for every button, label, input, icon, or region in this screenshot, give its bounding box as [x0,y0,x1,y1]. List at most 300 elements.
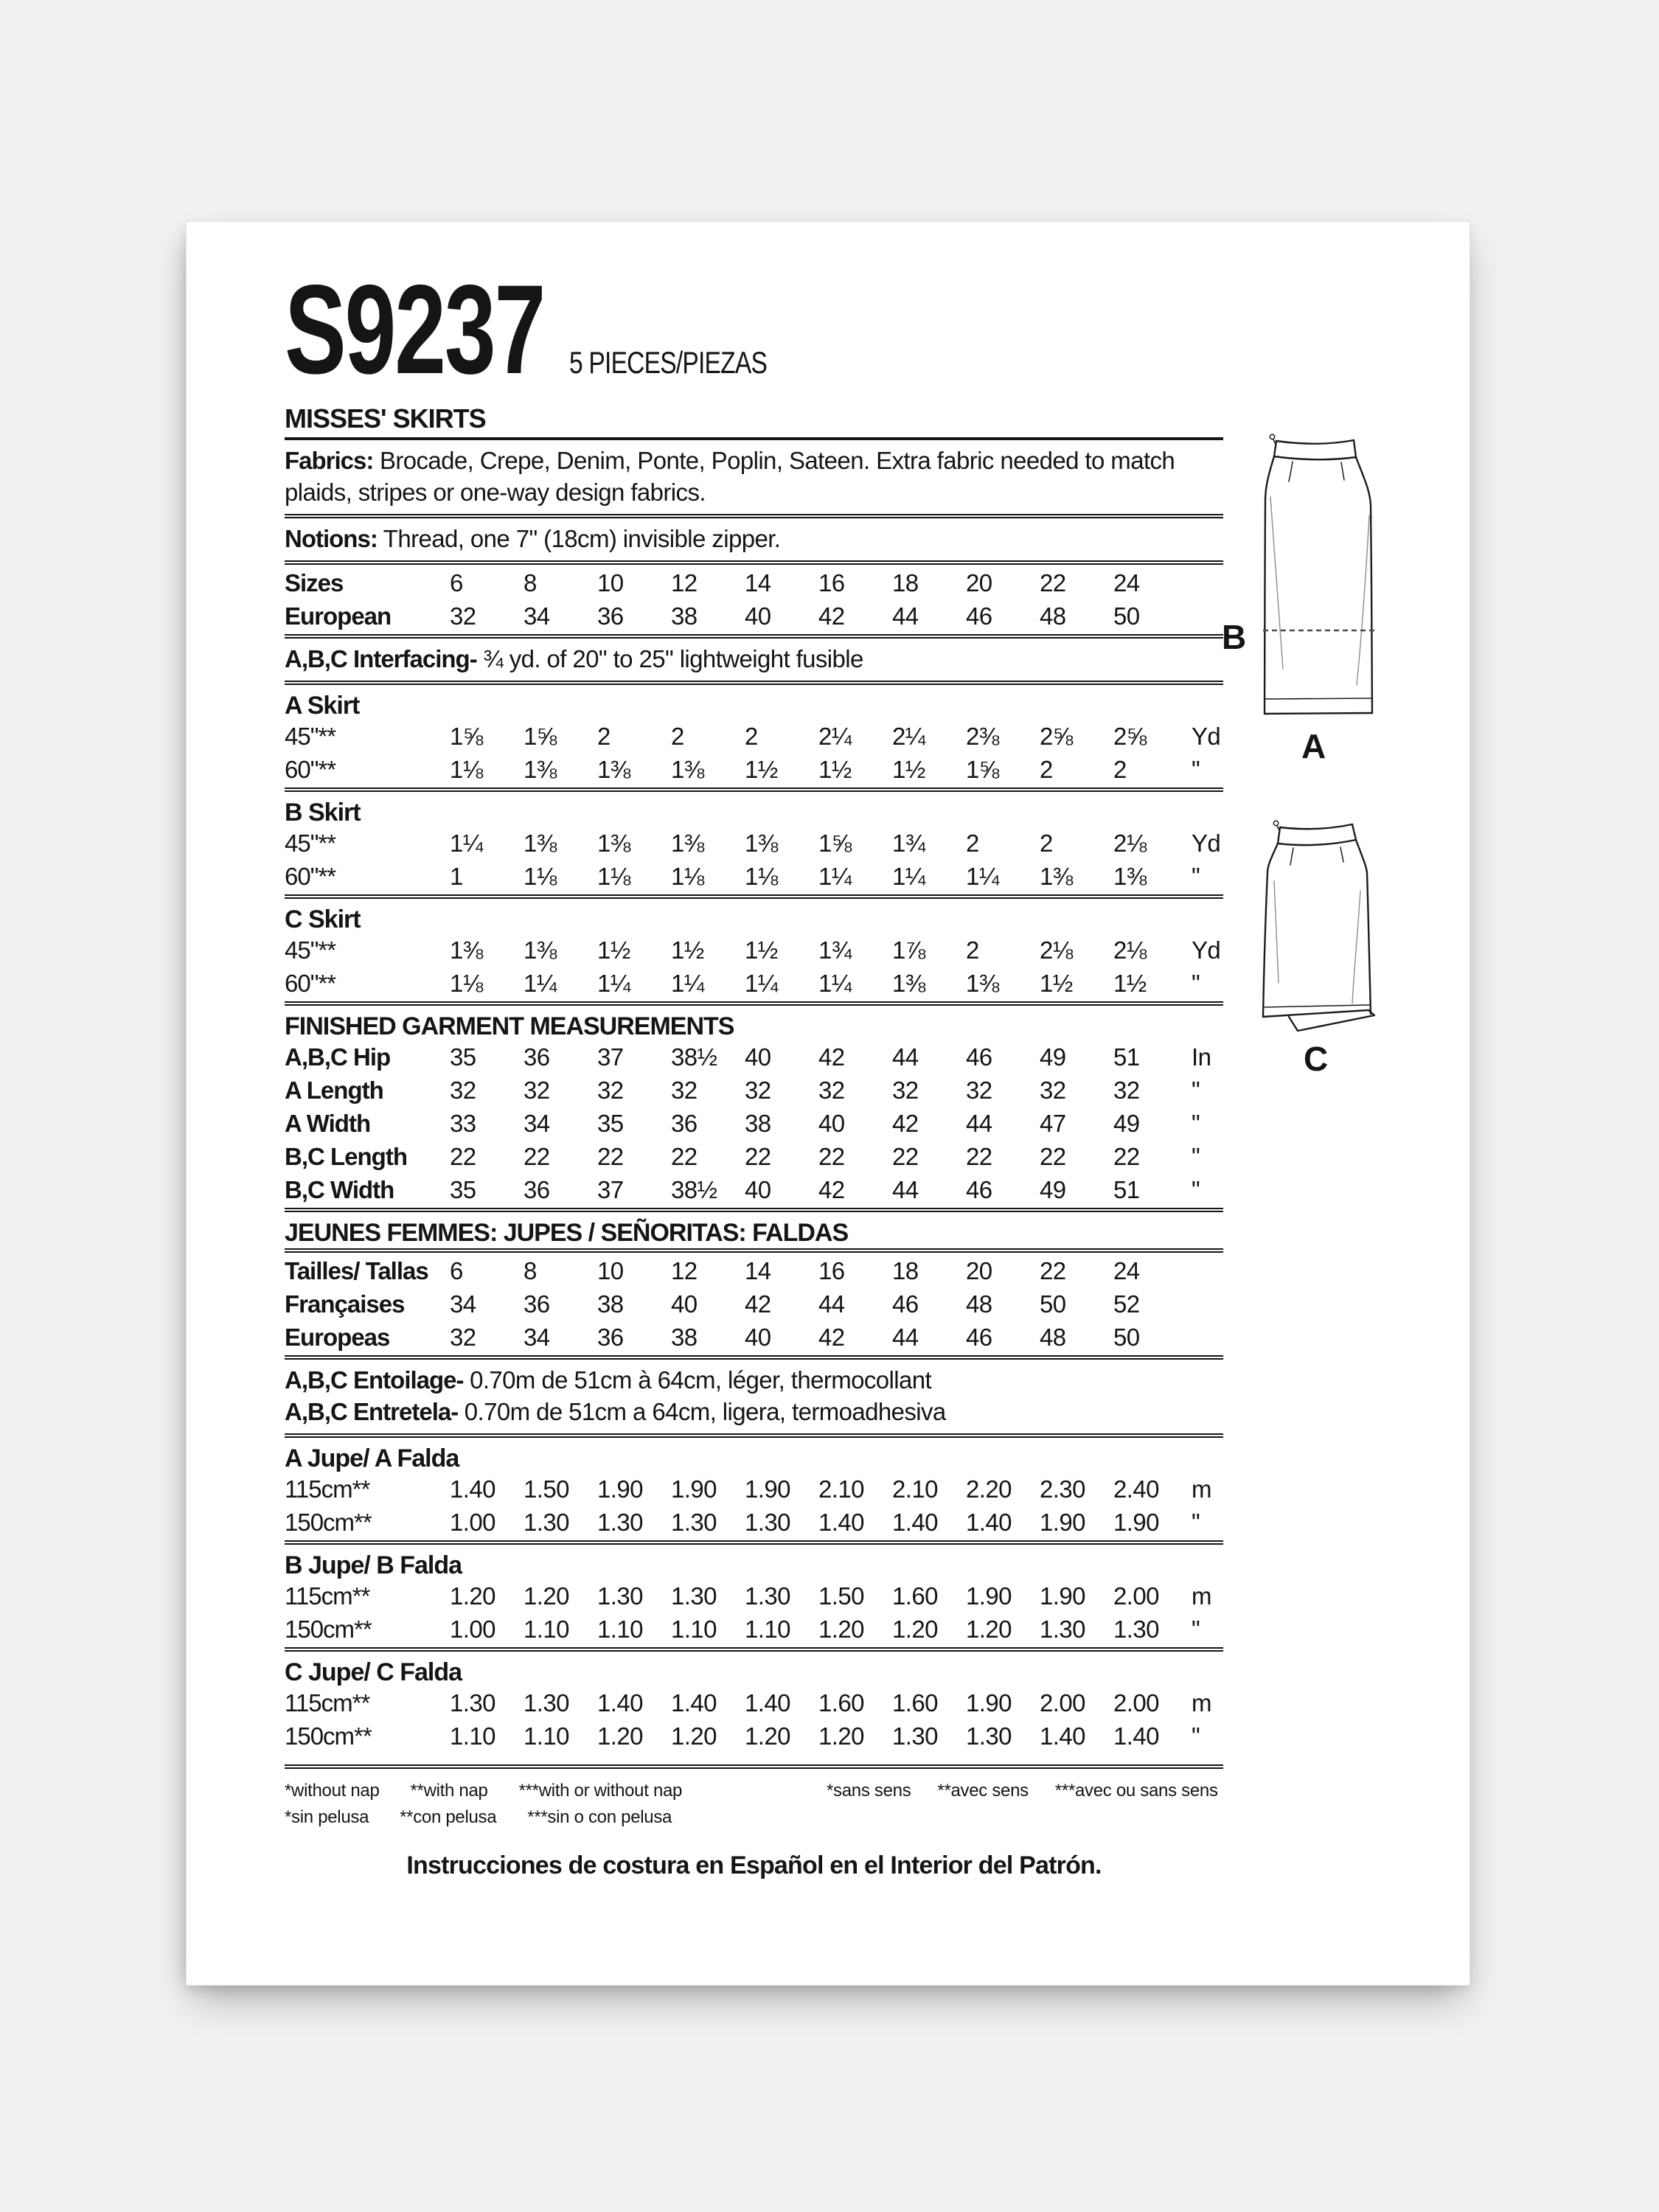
value-cell: 1⅜ [671,755,704,783]
section-heading: FINISHED GARMENT MEASUREMENTS [285,1012,734,1040]
value-cell: 2⅜ [966,722,999,750]
value-cell: 50 [1113,1323,1140,1351]
divider [285,437,1223,440]
value-cell: 36 [671,1109,698,1137]
table-row [285,566,1223,599]
value-cell: 34 [524,1109,550,1137]
value-cell: 32 [892,1076,919,1104]
unit-cell: " [1192,1076,1200,1104]
value-cell: 1.10 [524,1722,569,1750]
value-cell: 2 [1040,829,1053,857]
value-cell: 1⅛ [450,755,483,783]
sizes-table [285,566,1223,633]
row-label: 115cm** [285,1582,370,1610]
footnotes [285,1778,1223,1831]
value-cell: 32 [450,1076,476,1104]
value-cell: 42 [818,1175,845,1203]
value-cell: 1⅜ [892,969,925,997]
value-cell: 1⅜ [966,969,999,997]
unit-cell: Yd [1192,722,1221,750]
value-cell: 32 [966,1076,992,1104]
value-cell: 1.90 [1040,1508,1085,1536]
row-label: European [285,602,392,630]
row-label: A Length [285,1076,383,1104]
divider [285,1208,1223,1212]
dart-line [1341,462,1344,480]
skirt-a-drawing [1263,434,1375,716]
yardage-table-b [285,827,1223,893]
row-label: 150cm** [285,1508,372,1536]
value-cell: 1.20 [818,1722,864,1750]
value-cell: 1.40 [966,1508,1012,1536]
value-cell: 46 [966,1323,992,1351]
pieces-count: 5 PIECES/PIEZAS [569,345,768,380]
value-cell: 22 [1040,1142,1066,1170]
value-cell: 50 [1113,602,1140,630]
view-a-label: A [1301,727,1326,765]
value-cell: 1⅜ [597,829,630,857]
row-label: A,B,C Hip [285,1043,391,1071]
footnote-row-2 [285,1804,1223,1831]
value-cell: 2.20 [966,1475,1012,1503]
value-cell: 1.20 [818,1615,864,1643]
value-cell: 1⅜ [1113,862,1147,890]
fabrics-label: Fabrics: [285,447,374,474]
value-cell: 10 [597,1256,624,1284]
value-cell: 1½ [671,936,704,964]
value-cell: 32 [524,1076,550,1104]
value-cell: 1.30 [524,1508,569,1536]
value-cell: 2.40 [1113,1475,1159,1503]
value-cell: 1.30 [597,1582,643,1610]
entretela-label: A,B,C Entretela- [285,1398,459,1425]
value-cell: 1⅛ [450,969,483,997]
divider [285,560,1223,565]
hem-line [1265,1005,1369,1007]
value-cell: 1.30 [966,1722,1012,1750]
main-content [285,222,1223,1880]
value-cell: 20 [966,568,992,597]
value-cell: 1¾ [892,829,925,857]
value-cell: 1¼ [450,829,483,857]
value-cell: 12 [671,1256,698,1284]
value-cell: 1.50 [524,1475,569,1503]
footnote: **con pelusa [400,1807,497,1827]
value-cell: 33 [450,1109,476,1137]
value-cell: 42 [892,1109,919,1137]
value-cell: 1.20 [892,1615,938,1643]
notions-paragraph [285,520,1223,559]
skirt-c-illustration [1259,819,1376,1034]
value-cell: 1 [450,862,463,890]
seam-line [1357,515,1369,685]
row-label: Europeas [285,1323,390,1351]
row-label: 115cm** [285,1688,370,1717]
pattern-card [186,221,1470,1986]
divider [285,1001,1223,1006]
dart-line [1290,848,1293,865]
value-cell: 8 [524,1256,537,1284]
value-cell: 2 [671,722,684,750]
value-cell: 1.30 [671,1508,717,1536]
value-cell: 1.10 [524,1615,569,1643]
unit-cell: In [1192,1043,1211,1071]
row-label: Sizes [285,568,344,597]
footnote: ***with or without nap [518,1781,683,1801]
table-row [285,1107,1223,1140]
value-cell: 2⅛ [1040,936,1073,964]
value-cell: 1.20 [524,1582,569,1610]
value-cell: 1½ [745,936,778,964]
fabrics-paragraph [285,442,1223,512]
value-cell: 2¼ [818,722,852,750]
footnotes-spanish [285,1807,672,1828]
metric-table-b [285,1579,1223,1646]
value-cell: 2 [597,722,611,750]
value-cell: 2 [966,829,979,857]
row-label: B,C Width [285,1175,394,1203]
value-cell: 1⅜ [450,936,483,964]
table-row [285,967,1223,1000]
row-label: 45"** [285,829,336,857]
section-heading: A Jupe/ A Falda [285,1444,459,1472]
value-cell: 22 [818,1142,845,1170]
value-cell: 42 [818,602,845,630]
table-row [285,1254,1223,1287]
unit-cell: m [1192,1688,1211,1717]
value-cell: 1.10 [450,1722,495,1750]
value-cell: 22 [892,1142,919,1170]
value-cell: 36 [524,1043,550,1071]
interfacing-label: A,B,C Interfacing- [285,645,477,672]
value-cell: 36 [597,602,624,630]
unit-cell: " [1192,1175,1200,1203]
value-cell: 1.00 [450,1508,495,1536]
value-cell: 38 [597,1290,624,1318]
divider [285,681,1223,685]
value-cell: 1.30 [745,1582,790,1610]
value-cell: 1⅞ [892,936,925,964]
value-cell: 1⅛ [597,862,630,890]
dart-line [1340,847,1343,862]
divider [285,787,1223,792]
value-cell: 16 [818,1256,845,1284]
table-row [285,1472,1223,1506]
value-cell: 1.90 [966,1688,1012,1717]
spanish-instructions-note: Instrucciones de costura en Español en el Interior del Patrón. [406,1851,1102,1879]
value-cell: 2.30 [1040,1475,1085,1503]
value-cell: 2¼ [892,722,925,750]
unit-cell: " [1192,755,1200,783]
seam-line [1270,497,1283,669]
value-cell: 40 [671,1290,698,1318]
value-cell: 50 [1040,1290,1066,1318]
footnote: *sin pelusa [285,1807,369,1827]
value-cell: 1⅝ [966,755,999,783]
table-row [285,1074,1223,1107]
value-cell: 34 [524,1323,550,1351]
pattern-number-box [285,259,559,400]
value-cell: 1.30 [524,1688,569,1717]
unit-cell: " [1192,1142,1200,1170]
value-cell: 44 [892,602,919,630]
value-cell: 51 [1113,1175,1140,1203]
row-label: 150cm** [285,1615,372,1643]
value-cell: 2⅛ [1113,829,1147,857]
value-cell: 32 [1040,1076,1066,1104]
section-heading: B Jupe/ B Falda [285,1551,462,1579]
value-cell: 42 [818,1323,845,1351]
value-cell: 1⅛ [671,862,704,890]
value-cell: 32 [1113,1076,1140,1104]
value-cell: 37 [597,1043,624,1071]
value-cell: 1.30 [597,1508,643,1536]
seam-line [1352,891,1360,1004]
value-cell: 22 [1040,1256,1066,1284]
value-cell: 37 [597,1175,624,1203]
row-label: 45"** [285,722,336,750]
table-row [285,1321,1223,1354]
fabrics-text: Brocade, Crepe, Denim, Ponte, Poplin, Sateen. Extra fabric needed to match plaids, stripes or one-way design fabrics. [285,447,1175,506]
entoilage-line [285,1361,1223,1396]
footnote: *sans sens [827,1781,911,1801]
value-cell: 44 [892,1323,919,1351]
value-cell: 1.30 [892,1722,938,1750]
value-cell: 38½ [671,1175,717,1203]
value-cell: 22 [524,1142,550,1170]
value-cell: 32 [450,602,476,630]
view-b-label: B [1222,618,1247,656]
value-cell: 1.30 [671,1582,717,1610]
value-cell: 44 [892,1043,919,1071]
value-cell: 35 [450,1175,476,1203]
table-row [285,1040,1223,1074]
french-spanish-sizes-table [285,1254,1223,1354]
value-cell: 2 [1040,755,1053,783]
value-cell: 1.90 [671,1475,717,1503]
value-cell: 14 [745,1256,771,1284]
value-cell: 22 [745,1142,771,1170]
footnotes-english [285,1781,682,1801]
garment-category: MISSES' SKIRTS [285,403,486,434]
table-row [285,599,1223,633]
value-cell: 1½ [1040,969,1073,997]
value-cell: 46 [892,1290,919,1318]
interfacing-text: ¾ yd. of 20" to 25" lightweight fusible [476,645,863,672]
value-cell: 1.60 [892,1582,938,1610]
table-row [285,1173,1223,1206]
value-cell: 47 [1040,1109,1066,1137]
value-cell: 38 [671,602,698,630]
value-cell: 1.20 [597,1722,643,1750]
footnote: **with nap [410,1781,488,1801]
value-cell: 46 [966,602,992,630]
yardage-table-a [285,720,1223,786]
value-cell: 1⅛ [745,862,778,890]
pieces-count-box [569,347,783,378]
value-cell: 44 [818,1290,845,1318]
section-heading: C Jupe/ C Falda [285,1658,462,1686]
value-cell: 1.30 [1040,1615,1085,1643]
unit-cell: " [1192,1615,1200,1643]
zipper-pull-icon [1277,826,1279,830]
value-cell: 1⅜ [597,755,630,783]
value-cell: 8 [524,568,537,597]
value-cell: 10 [597,568,624,597]
value-cell: 1⅛ [524,862,557,890]
value-cell: 48 [1040,602,1066,630]
unit-cell: m [1192,1582,1211,1610]
metric-section-a-jupe [285,1439,1223,1545]
value-cell: 1.60 [892,1688,938,1717]
table-row [285,1506,1223,1539]
divider [285,1355,1223,1360]
value-cell: 32 [597,1076,624,1104]
footnote: *without nap [285,1781,380,1801]
value-cell: 44 [892,1175,919,1203]
table-row [285,1579,1223,1613]
table-row [285,933,1223,967]
view-c-label: C [1304,1040,1329,1078]
value-cell: 51 [1113,1043,1140,1071]
row-label: 45"** [285,936,336,964]
value-cell: 1⅜ [524,936,557,964]
value-cell: 20 [966,1256,992,1284]
value-cell: 1¼ [892,862,925,890]
value-cell: 1.90 [597,1475,643,1503]
divider [285,1764,1223,1769]
value-cell: 22 [1040,568,1066,597]
metric-table-c [285,1686,1223,1753]
value-cell: 40 [745,602,771,630]
value-cell: 40 [745,1043,771,1071]
value-cell: 49 [1113,1109,1140,1137]
metric-section-c-jupe [285,1653,1223,1769]
french-spanish-sizes-section [285,1214,1223,1360]
value-cell: 1⅜ [1040,862,1073,890]
value-cell: 1.40 [892,1508,938,1536]
finished-measurements-table [285,1040,1223,1206]
footnote: ***sin o con pelusa [527,1807,672,1827]
value-cell: 18 [892,568,919,597]
value-cell: 48 [1040,1323,1066,1351]
value-cell: 1¼ [966,862,999,890]
divider [285,634,1223,639]
value-cell: 34 [450,1290,476,1318]
row-label: 60"** [285,862,336,890]
value-cell: 1.50 [818,1582,864,1610]
table-row [285,720,1223,753]
value-cell: 1.20 [450,1582,495,1610]
value-cell: 2.10 [892,1475,938,1503]
value-cell: 1.20 [745,1722,790,1750]
value-cell: 32 [818,1076,845,1104]
yardage-section-b-skirt [285,793,1223,899]
value-cell: 1½ [1113,969,1147,997]
row-label: Françaises [285,1290,405,1318]
value-cell: 1.10 [745,1615,790,1643]
value-cell: 49 [1040,1175,1066,1203]
metric-table-a [285,1472,1223,1539]
value-cell: 1⅝ [450,722,483,750]
value-cell: 1.60 [818,1688,864,1717]
value-cell: 1½ [818,755,852,783]
value-cell: 35 [597,1109,624,1137]
value-cell: 1.30 [450,1688,495,1717]
notions-label: Notions: [285,525,378,552]
value-cell: 2.00 [1113,1582,1159,1610]
zipper-pull-icon [1273,439,1276,444]
unit-cell: " [1192,1508,1200,1536]
table-row [285,1719,1223,1753]
value-cell: 34 [524,602,550,630]
value-cell: 22 [671,1142,698,1170]
value-cell: 1.90 [1040,1582,1085,1610]
yardage-table-c [285,933,1223,1000]
value-cell: 1.40 [597,1688,643,1717]
value-cell: 49 [1040,1043,1066,1071]
section-heading: C Skirt [285,905,361,933]
table-row [285,860,1223,893]
value-cell: 1.30 [1113,1615,1159,1643]
value-cell: 42 [818,1043,845,1071]
skirt-a-illustration [1263,434,1375,716]
row-label: Tailles/ Tallas [285,1256,428,1284]
value-cell: 38 [671,1323,698,1351]
unit-cell: " [1192,969,1200,997]
zipper-pull-icon [1273,821,1278,825]
value-cell: 1¼ [818,969,852,997]
value-cell: 2⅝ [1113,722,1147,750]
value-cell: 2 [966,936,979,964]
value-cell: 32 [745,1076,771,1104]
section-heading: JEUNES FEMMES: JUPES / SEÑORITAS: FALDAS [285,1219,849,1247]
value-cell: 1.10 [597,1615,643,1643]
value-cell: 35 [450,1043,476,1071]
value-cell: 1.90 [966,1582,1012,1610]
value-cell: 6 [450,1256,463,1284]
title-bar [285,259,1223,400]
value-cell: 1½ [597,936,630,964]
value-cell: 22 [966,1142,992,1170]
divider [285,1647,1223,1652]
unit-cell: " [1192,1722,1200,1750]
divider [285,1433,1223,1438]
entoilage-label: A,B,C Entoilage- [285,1366,464,1394]
value-cell: 2 [1113,755,1127,783]
value-cell: 32 [671,1076,698,1104]
value-cell: 24 [1113,1256,1140,1284]
value-cell: 1.20 [671,1722,717,1750]
hem-line [1265,698,1371,699]
value-cell: 12 [671,568,698,597]
value-cell: 22 [597,1142,624,1170]
row-label: B,C Length [285,1142,407,1170]
value-cell: 2.00 [1113,1688,1159,1717]
value-cell: 1.40 [671,1688,717,1717]
value-cell: 2⅛ [1113,936,1147,964]
skirt-c-drawing [1259,819,1376,1034]
value-cell: 16 [818,568,845,597]
value-cell: 1½ [745,755,778,783]
section-heading: B Skirt [285,799,361,827]
pattern-number: S9237 [285,259,545,400]
value-cell: 36 [597,1323,624,1351]
divider [285,894,1223,899]
value-cell: 22 [450,1142,476,1170]
value-cell: 1⅜ [745,829,778,857]
entretela-line [285,1396,1223,1432]
